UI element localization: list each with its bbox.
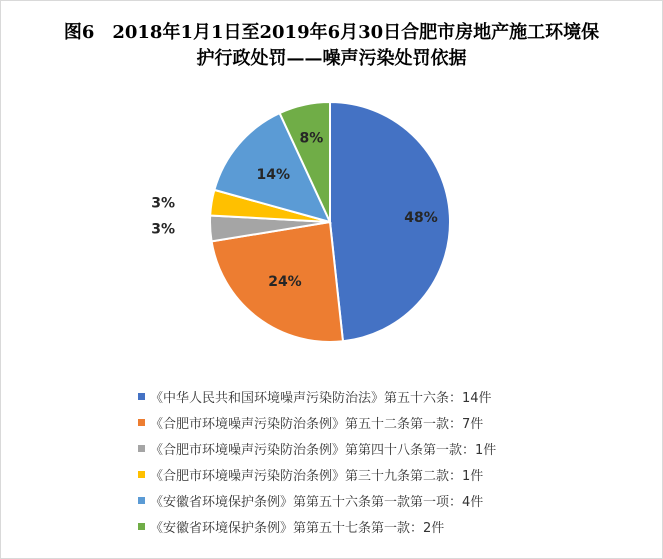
- legend-item: [138, 513, 496, 539]
- legend-swatch: [138, 419, 145, 426]
- pie-slice-label: 3%: [151, 195, 175, 212]
- pie-slice-label: 14%: [256, 166, 291, 183]
- legend-item: [138, 461, 496, 487]
- legend-swatch: [138, 497, 145, 504]
- legend-item: [138, 409, 496, 435]
- pie-slice-label: 3%: [151, 221, 175, 238]
- legend-item: [138, 435, 496, 461]
- legend-item: [138, 487, 496, 513]
- legend-swatch: [138, 471, 145, 478]
- pie-slice-label: 8%: [299, 130, 324, 147]
- legend-swatch: [138, 523, 145, 530]
- legend-label: 《中华人民共和国环境噪声污染防治法》第五十六条：14件: [150, 390, 492, 406]
- legend: [138, 383, 496, 539]
- legend-label: 《合肥市环境噪声污染防治条例》第第四十八条第一款：1件: [150, 442, 497, 458]
- legend-item: [138, 383, 496, 409]
- chart-title-line-1: 图6 2018年1月1日至2019年6月30日合肥市房地产施工环境保: [63, 22, 600, 43]
- legend-label: 《合肥市环境噪声污染防治条例》第五十二条第一款：7件: [150, 416, 484, 432]
- pie-slice-label: 24%: [268, 274, 302, 291]
- legend-label: 《合肥市环境噪声污染防治条例》第三十九条第二款：1件: [150, 468, 484, 484]
- legend-swatch: [138, 445, 145, 452]
- legend-label: 《安徽省环境保护条例》第第五十六条第一款第一项：4件: [150, 494, 484, 510]
- pie-slice-label: 48%: [404, 210, 438, 227]
- chart-title-line-2: 护行政处罚——噪声污染处罚依据: [196, 48, 467, 69]
- legend-swatch: [138, 393, 145, 400]
- legend-label: 《安徽省环境保护条例》第第五十七条第一款：2件: [150, 520, 445, 536]
